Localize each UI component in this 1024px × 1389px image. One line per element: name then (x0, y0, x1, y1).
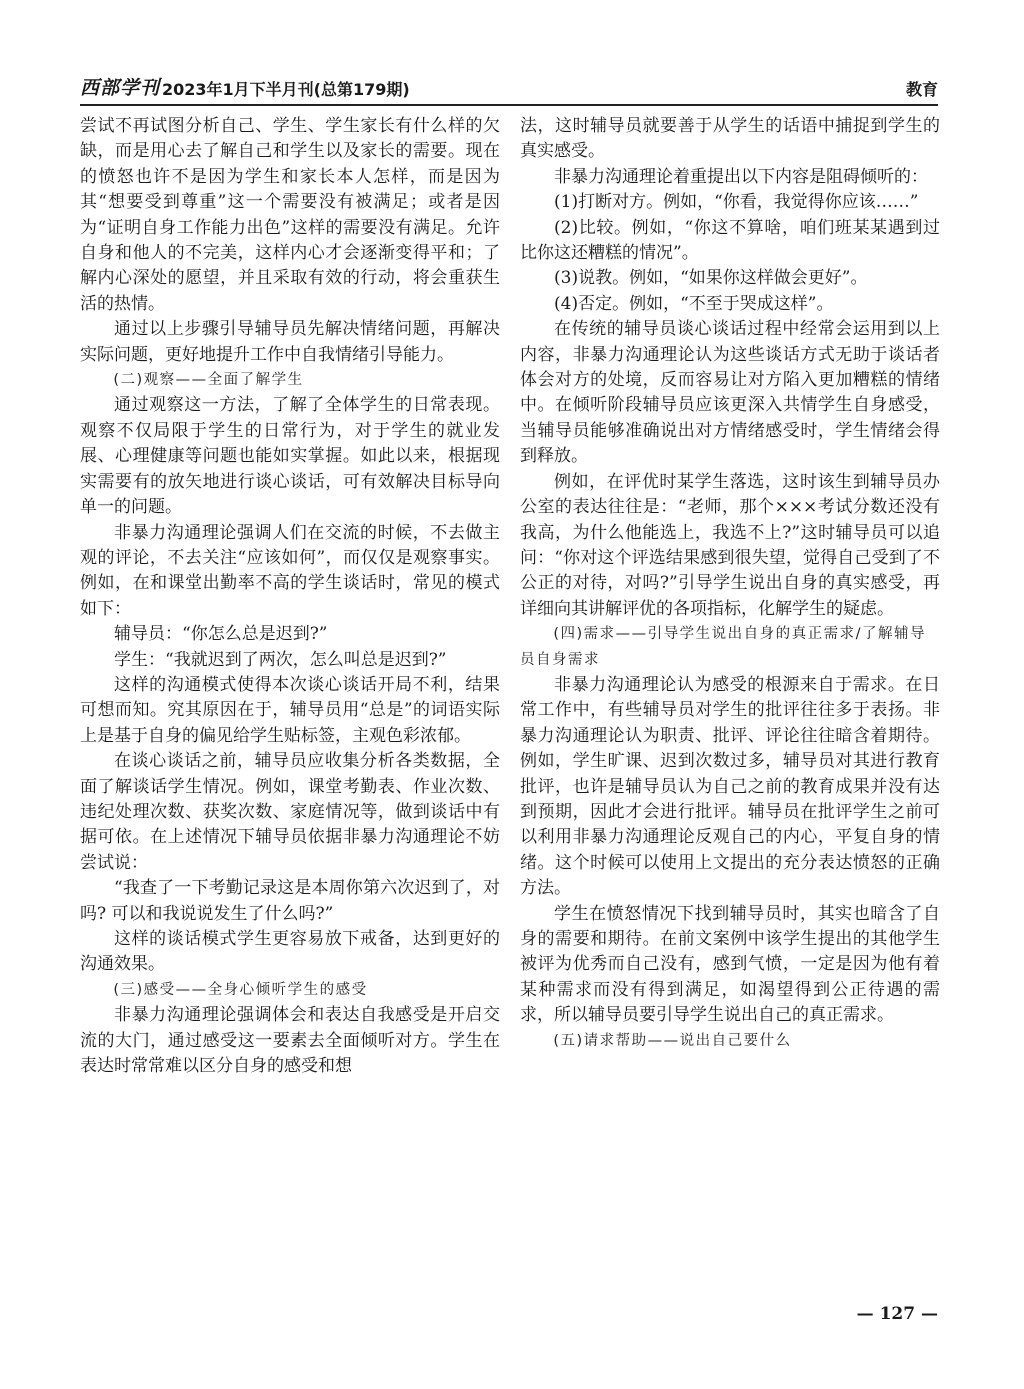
paragraph: “我查了一下考勤记录这是本周你第六次迟到了，对吗? 可以和我说说发生了什么吗?” (80, 878, 500, 924)
section-heading: (二)观察——全面了解学生 (113, 372, 304, 389)
header-rule (80, 104, 938, 106)
paragraph: 非暴力沟通理论强调人们在交流的时候，不去做主观的评论，不去关注“应该如何”，而仅仅是观察事实。例如，在和课堂出勤率不高的学生谈话时，常见的模式如下： (80, 522, 500, 619)
section-name: 教育 (905, 80, 938, 99)
paragraph: 例如，在评优时某学生落选，这时该生到辅导员办公室的表达往往是：“老师，那个×××考试分数还没有我高，为什么他能选上，我选不上?”这时辅导员可以追问：“你对这个评选结果感到很失望，觉得自己受到了不公正的对待，对吗?”引导学生说出自身的真实感受，再详细向其讲解评优的各项指标，化解学生的疑虑。 (520, 471, 940, 619)
left-column (80, 114, 500, 1079)
paragraph: 通过以上步骤引导辅导员先解决情绪问题，再解决实际问题，更好地提升工作中自我情绪引导能力。 (80, 319, 500, 365)
paragraph: 这样的沟通模式使得本次谈心谈话开局不利，结果可想而知。究其原因在于，辅导员用“总是”的词语实际上是基于自身的偏见给学生贴标签，主观色彩浓郁。 (80, 674, 500, 746)
paragraph: 法，这时辅导员就要善于从学生的话语中捕捉到学生的真实感受。 (520, 116, 940, 162)
paragraph: 非暴力沟通理论着重提出以下内容是阻碍倾听的： (554, 166, 928, 187)
paragraph: 学生：“我就迟到了两次，怎么叫总是迟到?” (114, 649, 447, 670)
paragraph: 尝试不再试图分析自己、学生、学生家长有什么样的欠缺，而是用心去了解自己和学生以及家长的需要。现在的愤怒也许不是因为学生和家长本人怎样，而是因为其“想要受到尊重”这一个需要没有被满足；或者是因为“证明自身工作能力出色”这样的需要没有满足。允许自身和他人的不完美，这样内心才会逐渐变得平和；了解内心深处的愿望，并且采取有效的行动，将会重获生活的热情。 (80, 116, 500, 314)
paragraph: 这样的谈话模式学生更容易放下戒备，达到更好的沟通效果。 (80, 929, 500, 975)
page-number: — 127 — (856, 1304, 938, 1324)
paragraph: 非暴力沟通理论认为感受的根源来自于需求。在日常工作中，有些辅导员对学生的批评往往多于表扬。非暴力沟通理论认为职责、批评、评论往往暗含着期待。例如，学生旷课、迟到次数过多，辅导员对其进行教育批评，也许是辅导员认为自己之前的教育成果并没有达到预期，因此才会进行批评。辅导员在批评学生之前可以利用非暴力沟通理论反观自己的内心，平复自身的情绪。这个时候可以使用上文提出的充分表达愤怒的正确方法。 (520, 674, 940, 899)
paragraph: 在传统的辅导员谈心谈话过程中经常会运用到以上内容，非暴力沟通理论认为这些谈话方式无助于谈话者体会对方的处境，反而容易让对方陷入更加糟糕的情绪中。在倾听阶段辅导员应该更深入共情学生自身感受，当辅导员能够准确说出对方情绪感受时，学生情绪会得到释放。 (520, 319, 940, 467)
section-heading: (三)感受——全身心倾听学生的感受 (113, 981, 368, 998)
right-column (520, 114, 940, 1054)
section-heading: (四)需求——引导学生说出自身的真正需求/了解辅导员自身需求 (520, 626, 927, 668)
paragraph: 非暴力沟通理论强调体会和表达自我感受是开启交流的大门，通过感受这一要素去全面倾听对方。学生在表达时常常难以区分自身的感受和想 (80, 1005, 500, 1077)
paragraph: (3)说教。例如，“如果你这样做会更好”。 (554, 268, 868, 289)
header-left (80, 73, 410, 100)
journal-logo: 西部学刊 (80, 77, 161, 99)
paragraph: 通过观察这一方法，了解了全体学生的日常表现。观察不仅局限于学生的日常行为，对于学生的就业发展、心理健康等问题也能如实掌握。如此以来，根据现实需要有的放矢地进行谈心谈话，可有效解决目标导向单一的问题。 (80, 395, 500, 518)
paragraph: 学生在愤怒情况下找到辅导员时，其实也暗含了自身的需要和期待。在前文案例中该学生提出的其他学生被评为优秀而自己没有，感到气愤，一定是因为他有着某种需求而没有得到满足，如渴望得到公正待遇的需求，所以辅导员要引导学生说出自己的真正需求。 (520, 903, 940, 1026)
paragraph: 辅导员：“你怎么总是迟到?” (114, 624, 328, 645)
section-heading: (五)请求帮助——说出自己要什么 (553, 1032, 792, 1049)
paragraph: 在谈心谈话之前，辅导员应收集分析各类数据，全面了解谈话学生情况。例如，课堂考勤表、作业次数、违纪处理次数、获奖次数、家庭情况等，做到谈话中有据可依。在上述情况下辅导员依据非暴力沟通理论不妨尝试说： (80, 751, 500, 873)
paragraph: (1)打断对方。例如，“你看，我觉得你应该……” (554, 192, 919, 213)
issue-info: 2023年1月下半月刊(总第179期) (162, 80, 410, 99)
paragraph: (4)否定。例如，“不至于哭成这样”。 (554, 293, 834, 314)
paragraph: (2)比较。例如，“你这不算啥，咱们班某某遇到过比你这还糟糕的情况”。 (520, 217, 940, 264)
page-header (80, 74, 938, 100)
